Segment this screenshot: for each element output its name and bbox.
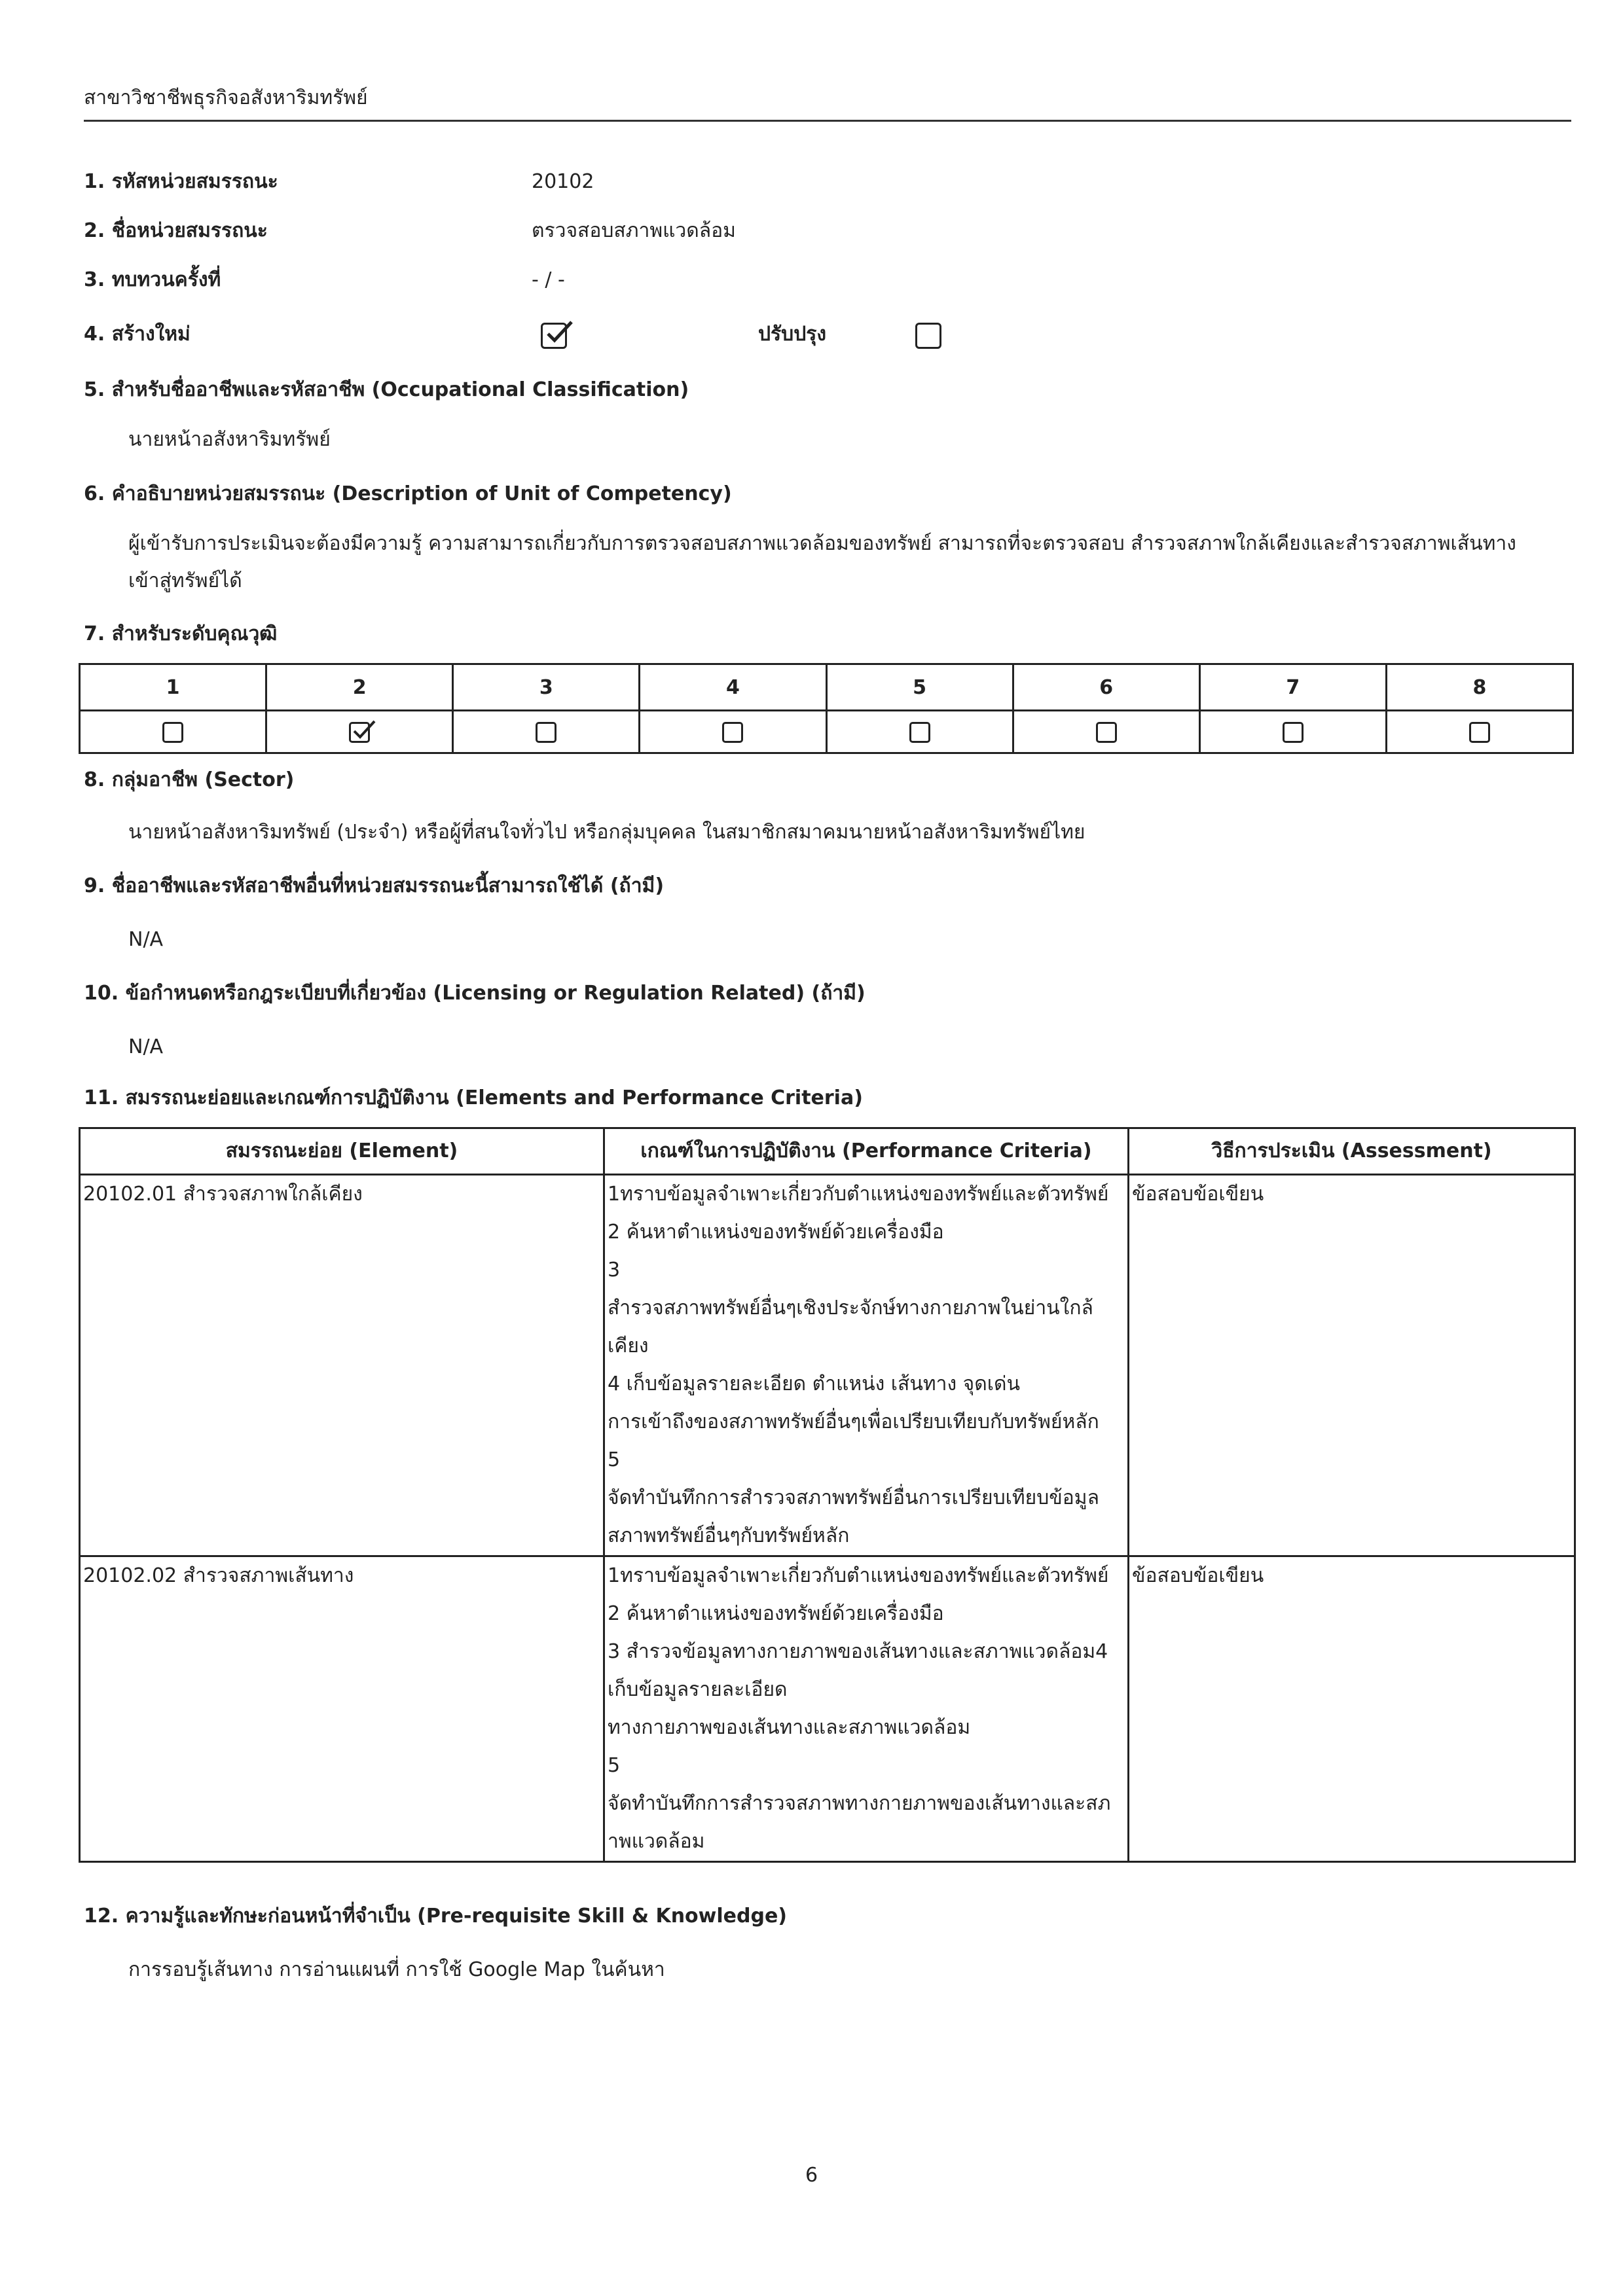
elements-table [79,1127,1576,1863]
prerequisite-title: 12. ความรู้และทักษะก่อนหน้าที่จำเป็น (Pre-requisite Skill & Knowledge) [84,1905,788,1928]
elements-title: 11. สมรรถนะย่อยและเกณฑ์การปฏิบัติงาน (Elements and Performance Criteria) [84,1086,863,1109]
criteria-line: เก็บข้อมูลรายละเอียด [608,1678,788,1701]
criteria-line: ทางกายภาพของเส้นทางและสภาพแวดล้อม [608,1716,971,1739]
criteria-line: การเข้าถึงของสภาพทรัพย์อื่นๆเพื่อเปรียบเทียบกับทรัพย์หลัก [608,1410,1099,1433]
level-5: 5 [826,664,1013,711]
field-value-name: ตรวจสอบสภาพแวดล้อม [532,219,736,242]
level-1-checkbox[interactable] [162,722,183,743]
field-label-review: 3. ทบทวนครั้งที่ [84,268,221,291]
criteria-line: จัดทำบันทึกการสำรวจสภาพทรัพย์อื่นการเปรียบเทียบข้อมูล [608,1486,1099,1509]
level-7: 7 [1199,664,1386,711]
check-mark-icon [544,319,574,346]
criteria-line: 3 สำรวจข้อมูลทางกายภาพของเส้นทางและสภาพแวดล้อม4 [608,1640,1108,1663]
field-label-name: 2. ชื่อหน่วยสมรรถนะ [84,219,268,242]
check-mark-icon [352,719,376,742]
page-number: 6 [805,2164,818,2187]
level-3-cell [453,711,640,753]
qualification-checkbox-row [80,711,1573,753]
level-5-cell [826,711,1013,753]
criteria-line: 3 [608,1259,621,1282]
field-value-code: 20102 [532,170,594,193]
table-row [80,1556,1575,1862]
level-7-checkbox[interactable] [1283,722,1304,743]
table-row [80,1175,1575,1556]
level-3: 3 [453,664,640,711]
assessment-cell: ข้อสอบข้อเขียน [1129,1175,1575,1556]
update-checkbox[interactable] [915,323,941,349]
criteria-line: 1ทราบข้อมูลจำเพาะเกี่ยวกับตำแหน่งของทรัพย์และตัวทรัพย์ [608,1564,1109,1587]
criteria-line: สภาพทรัพย์อื่นๆกับทรัพย์หลัก [608,1524,850,1547]
level-8-checkbox[interactable] [1469,722,1490,743]
level-7-cell [1199,711,1386,753]
header-element: สมรรถนะย่อย (Element) [80,1128,604,1175]
field-value-review: - / - [532,268,565,291]
elements-header-row [80,1128,1575,1175]
field-label-code: 1. รหัสหน่วยสมรรถนะ [84,170,278,193]
level-6-checkbox[interactable] [1096,722,1117,743]
header-criteria: เกณฑ์ในการปฏิบัติงาน (Performance Criteria) [604,1128,1129,1175]
criteria-line: 5 [608,1448,621,1471]
criteria-line: 1ทราบข้อมูลจำเพาะเกี่ยวกับตำแหน่งของทรัพย์และตัวทรัพย์ [608,1183,1109,1206]
header-divider [84,120,1571,122]
level-2-checkbox[interactable] [349,722,370,743]
level-8-cell [1386,711,1573,753]
criteria-line: จัดทำบันทึกการสำรวจสภาพทางกายภาพของเส้นทางและสภ [608,1792,1111,1815]
licensing-title: 10. ข้อกำหนดหรือกฎระเบียบที่เกี่ยวข้อง (Licensing or Regulation Related) (ถ้ามี) [84,982,866,1005]
create-label: 4. สร้างใหม่ [84,323,191,346]
criteria-line: าพแวดล้อม [608,1830,705,1853]
level-4-cell [640,711,826,753]
level-1: 1 [80,664,266,711]
level-6: 6 [1013,664,1199,711]
description-title: 6. คำอธิบายหน่วยสมรรถนะ (Description of Unit of Competency) [84,482,732,505]
criteria-line: 5 [608,1754,621,1777]
qualification-levels-row [80,664,1573,711]
level-3-checkbox[interactable] [536,722,556,743]
criteria-line: 2 ค้นหาตำแหน่งของทรัพย์ด้วยเครื่องมือ [608,1221,944,1244]
level-5-checkbox[interactable] [909,722,930,743]
level-4: 4 [640,664,826,711]
header-assessment: วิธีการประเมิน (Assessment) [1129,1128,1575,1175]
level-6-cell [1013,711,1199,753]
licensing-text: N/A [128,1035,164,1058]
prerequisite-text: การรอบรู้เส้นทาง การอ่านแผนที่ การใช้ Google Map ในค้นหา [128,1958,665,1981]
level-1-cell [80,711,266,753]
other-occupations-title: 9. ชื่ออาชีพและรหัสอาชีพอื่นที่หน่วยสมรรถนะนี้สามารถใช้ได้ (ถ้ามี) [84,874,665,897]
sector-title: 8. กลุ่มอาชีพ (Sector) [84,768,295,791]
criteria-line: 2 ค้นหาตำแหน่งของทรัพย์ด้วยเครื่องมือ [608,1602,944,1625]
occupation-text: นายหน้าอสังหาริมทรัพย์ [128,428,331,451]
level-2: 2 [266,664,453,711]
page-header: สาขาวิชาชีพธุรกิจอสังหาริมทรัพย์ [84,86,368,109]
element-cell: 20102.01 สำรวจสภาพใกล้เคียง [80,1175,604,1556]
element-cell: 20102.02 สำรวจสภาพเส้นทาง [80,1556,604,1862]
qualification-title: 7. สำหรับระดับคุณวุฒิ [84,622,278,645]
other-occupations-text: N/A [128,928,164,951]
create-checkbox[interactable] [541,323,567,349]
criteria-cell [604,1556,1129,1862]
description-line-1: ผู้เข้ารับการประเมินจะต้องมีความรู้ ความสามารถเกี่ยวกับการตรวจสอบสภาพแวดล้อมของทรัพย์ สามารถที่จะตรวจสอบ สำรวจสภาพใกล้เคียงและสำรวจสภาพเส้นทาง [128,532,1516,555]
level-2-cell [266,711,453,753]
occupation-title: 5. สำหรับชื่ออาชีพและรหัสอาชีพ (Occupational Classification) [84,378,689,401]
criteria-line: สำรวจสภาพทรัพย์อื่นๆเชิงประจักษ์ทางกายภาพในย่านใกล้ [608,1297,1093,1319]
level-8: 8 [1386,664,1573,711]
assessment-cell: ข้อสอบข้อเขียน [1129,1556,1575,1862]
description-line-2: เข้าสู่ทรัพย์ได้ [128,569,242,592]
level-4-checkbox[interactable] [722,722,743,743]
update-label: ปรับปรุง [758,323,827,346]
criteria-line: 4 เก็บข้อมูลรายละเอียด ตำแหน่ง เส้นทาง จุดเด่น [608,1372,1020,1395]
criteria-cell [604,1175,1129,1556]
sector-text: นายหน้าอสังหาริมทรัพย์ (ประจำ) หรือผู้ที่สนใจทั่วไป หรือกลุ่มบุคคล ในสมาชิกสมาคมนายหน้าอสังหาริมทรัพย์ไทย [128,821,1085,844]
criteria-line: เคียง [608,1335,649,1357]
qualification-table [79,663,1574,754]
